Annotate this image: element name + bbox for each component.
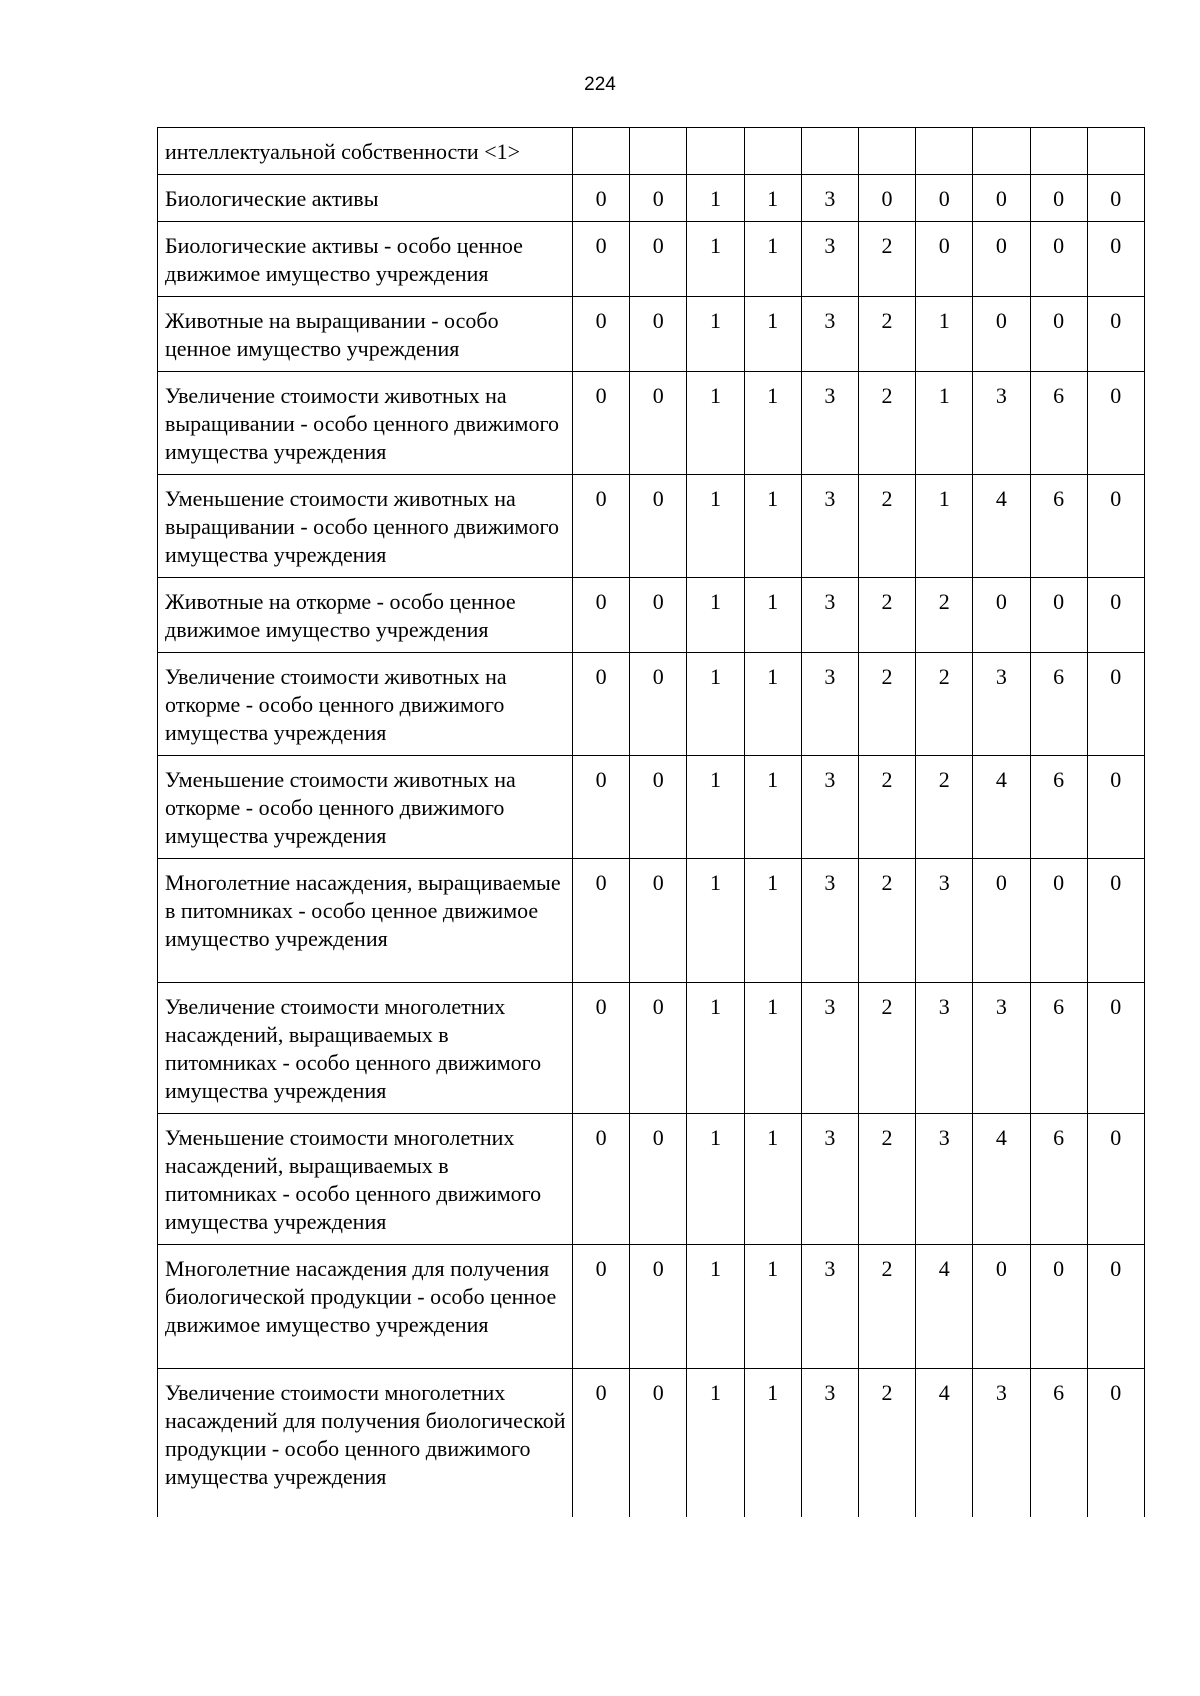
table-row: [158, 1369, 1145, 1517]
table-row: [158, 983, 1145, 1114]
code-digit-cell: 6: [1030, 1369, 1087, 1517]
account-name-cell: Животные на откорме - особо ценное движимое имущество учреждения: [158, 578, 573, 653]
code-digit-cell: 3: [801, 297, 858, 372]
code-digit-cell: 3: [973, 372, 1030, 475]
code-digit-cell: [744, 128, 801, 175]
code-digit-cell: 1: [687, 175, 744, 222]
page-number: 224: [584, 74, 616, 95]
code-digit-cell: 0: [630, 475, 687, 578]
code-digit-cell: 0: [1087, 983, 1144, 1114]
code-digit-cell: 3: [801, 222, 858, 297]
code-digit-cell: 0: [1087, 372, 1144, 475]
table-row: [158, 128, 1145, 175]
code-digit-cell: 6: [1030, 1114, 1087, 1245]
account-codes-table: [157, 127, 1145, 1517]
code-digit-cell: [687, 128, 744, 175]
code-digit-cell: 1: [687, 297, 744, 372]
code-digit-cell: 0: [1030, 1245, 1087, 1369]
code-digit-cell: 0: [1087, 756, 1144, 859]
code-digit-cell: 2: [858, 297, 915, 372]
code-digit-cell: 0: [630, 859, 687, 983]
code-digit-cell: 1: [916, 372, 973, 475]
code-digit-cell: 1: [687, 1114, 744, 1245]
code-digit-cell: 0: [573, 1369, 630, 1517]
code-digit-cell: 0: [1087, 1114, 1144, 1245]
table-row: [158, 756, 1145, 859]
code-digit-cell: 2: [858, 653, 915, 756]
code-digit-cell: 0: [973, 175, 1030, 222]
code-digit-cell: 6: [1030, 372, 1087, 475]
code-digit-cell: 1: [744, 578, 801, 653]
code-digit-cell: 0: [573, 297, 630, 372]
code-digit-cell: 0: [1087, 297, 1144, 372]
code-digit-cell: 2: [916, 653, 973, 756]
table-row: [158, 578, 1145, 653]
code-digit-cell: 0: [630, 1245, 687, 1369]
code-digit-cell: 2: [858, 859, 915, 983]
code-digit-cell: 4: [973, 1114, 1030, 1245]
code-digit-cell: 4: [916, 1245, 973, 1369]
code-digit-cell: 0: [1030, 578, 1087, 653]
code-digit-cell: 2: [858, 756, 915, 859]
code-digit-cell: 3: [801, 1114, 858, 1245]
code-digit-cell: 0: [630, 983, 687, 1114]
code-digit-cell: 3: [801, 372, 858, 475]
table-row: [158, 372, 1145, 475]
code-digit-cell: 0: [973, 222, 1030, 297]
code-digit-cell: 2: [858, 1114, 915, 1245]
code-digit-cell: 4: [973, 475, 1030, 578]
code-digit-cell: 6: [1030, 756, 1087, 859]
account-name-cell: Многолетние насаждения, выращиваемые в питомниках - особо ценное движимое имущество учреждения: [158, 859, 573, 983]
code-digit-cell: 2: [858, 578, 915, 653]
code-digit-cell: 3: [973, 1369, 1030, 1517]
account-name-cell: Уменьшение стоимости многолетних насаждений, выращиваемых в питомниках - особо ценного движимого имущества учреждения: [158, 1114, 573, 1245]
account-name-cell: Биологические активы: [158, 175, 573, 222]
code-digit-cell: 0: [1030, 859, 1087, 983]
code-digit-cell: 0: [1087, 653, 1144, 756]
code-digit-cell: 0: [916, 175, 973, 222]
code-digit-cell: 3: [916, 1114, 973, 1245]
account-name-cell: Многолетние насаждения для получения биологической продукции - особо ценное движимое имущество учреждения: [158, 1245, 573, 1369]
code-digit-cell: 2: [916, 578, 973, 653]
code-digit-cell: 0: [1087, 175, 1144, 222]
code-digit-cell: 1: [744, 1369, 801, 1517]
code-digit-cell: 1: [687, 475, 744, 578]
account-name-cell: Животные на выращивании - особо ценное имущество учреждения: [158, 297, 573, 372]
code-digit-cell: 2: [858, 222, 915, 297]
code-digit-cell: 1: [916, 475, 973, 578]
code-digit-cell: 1: [744, 175, 801, 222]
code-digit-cell: 0: [630, 578, 687, 653]
code-digit-cell: 0: [858, 175, 915, 222]
code-digit-cell: 0: [1087, 222, 1144, 297]
code-digit-cell: 2: [858, 475, 915, 578]
code-digit-cell: 0: [573, 475, 630, 578]
account-name-cell: Уменьшение стоимости животных на откорме - особо ценного движимого имущества учреждения: [158, 756, 573, 859]
code-digit-cell: [1030, 128, 1087, 175]
code-digit-cell: 6: [1030, 475, 1087, 578]
code-digit-cell: 1: [744, 475, 801, 578]
code-digit-cell: 6: [1030, 653, 1087, 756]
code-digit-cell: [1087, 128, 1144, 175]
code-digit-cell: 3: [801, 653, 858, 756]
code-digit-cell: [916, 128, 973, 175]
table-row: [158, 222, 1145, 297]
code-digit-cell: 0: [916, 222, 973, 297]
code-digit-cell: 1: [744, 222, 801, 297]
code-digit-cell: 6: [1030, 983, 1087, 1114]
code-digit-cell: 0: [573, 1114, 630, 1245]
code-digit-cell: [573, 128, 630, 175]
code-digit-cell: 0: [1030, 175, 1087, 222]
code-digit-cell: 1: [687, 222, 744, 297]
code-digit-cell: 0: [1087, 1369, 1144, 1517]
table-body: [158, 128, 1145, 1517]
account-name-cell: Увеличение стоимости многолетних насаждений, выращиваемых в питомниках - особо ценного движимого имущества учреждения: [158, 983, 573, 1114]
table-row: [158, 1114, 1145, 1245]
code-digit-cell: 0: [573, 653, 630, 756]
code-digit-cell: 2: [916, 756, 973, 859]
code-digit-cell: 3: [801, 1245, 858, 1369]
code-digit-cell: 1: [687, 372, 744, 475]
code-digit-cell: 2: [858, 983, 915, 1114]
code-digit-cell: 0: [973, 578, 1030, 653]
code-digit-cell: 0: [573, 756, 630, 859]
code-digit-cell: 0: [573, 983, 630, 1114]
code-digit-cell: [630, 128, 687, 175]
code-digit-cell: 1: [744, 653, 801, 756]
account-name-cell: Биологические активы - особо ценное движимое имущество учреждения: [158, 222, 573, 297]
code-digit-cell: 3: [801, 175, 858, 222]
code-digit-cell: 2: [858, 372, 915, 475]
code-digit-cell: 3: [916, 983, 973, 1114]
code-digit-cell: 3: [801, 983, 858, 1114]
table-row: [158, 653, 1145, 756]
code-digit-cell: 0: [973, 859, 1030, 983]
code-digit-cell: [801, 128, 858, 175]
code-digit-cell: 0: [1087, 475, 1144, 578]
code-digit-cell: 1: [916, 297, 973, 372]
account-name-cell: интеллектуальной собственности <1>: [158, 128, 573, 175]
code-digit-cell: 1: [687, 578, 744, 653]
code-digit-cell: 0: [630, 1369, 687, 1517]
code-digit-cell: 0: [1087, 1245, 1144, 1369]
code-digit-cell: 0: [573, 859, 630, 983]
code-digit-cell: 3: [973, 983, 1030, 1114]
code-digit-cell: 1: [687, 983, 744, 1114]
table-row: [158, 475, 1145, 578]
code-digit-cell: 4: [973, 756, 1030, 859]
code-digit-cell: 0: [1030, 297, 1087, 372]
code-digit-cell: 2: [858, 1369, 915, 1517]
code-digit-cell: 3: [801, 756, 858, 859]
code-digit-cell: 0: [630, 222, 687, 297]
code-digit-cell: 0: [573, 578, 630, 653]
code-digit-cell: 3: [916, 859, 973, 983]
code-digit-cell: 1: [744, 372, 801, 475]
code-digit-cell: 0: [573, 222, 630, 297]
code-digit-cell: 1: [687, 1369, 744, 1517]
code-digit-cell: 0: [630, 756, 687, 859]
code-digit-cell: 0: [573, 1245, 630, 1369]
code-digit-cell: 1: [744, 756, 801, 859]
code-digit-cell: 3: [801, 859, 858, 983]
code-digit-cell: 3: [801, 475, 858, 578]
table-row: [158, 175, 1145, 222]
code-digit-cell: 0: [630, 1114, 687, 1245]
account-name-cell: Уменьшение стоимости животных на выращивании - особо ценного движимого имущества учреждения: [158, 475, 573, 578]
code-digit-cell: 1: [744, 859, 801, 983]
account-name-cell: Увеличение стоимости животных на откорме - особо ценного движимого имущества учреждения: [158, 653, 573, 756]
code-digit-cell: 0: [630, 175, 687, 222]
code-digit-cell: 1: [744, 1114, 801, 1245]
code-digit-cell: 0: [573, 372, 630, 475]
code-digit-cell: 0: [1087, 859, 1144, 983]
code-digit-cell: 0: [573, 175, 630, 222]
code-digit-cell: 1: [744, 297, 801, 372]
code-digit-cell: 3: [973, 653, 1030, 756]
code-digit-cell: 1: [744, 983, 801, 1114]
code-digit-cell: [858, 128, 915, 175]
table-row: [158, 859, 1145, 983]
account-name-cell: Увеличение стоимости многолетних насаждений для получения биологической продукции - особо ценного движимого имущества учреждения: [158, 1369, 573, 1517]
code-digit-cell: 3: [801, 1369, 858, 1517]
code-digit-cell: 1: [744, 1245, 801, 1369]
code-digit-cell: 0: [630, 297, 687, 372]
code-digit-cell: 4: [916, 1369, 973, 1517]
code-digit-cell: 0: [630, 372, 687, 475]
code-digit-cell: 1: [687, 653, 744, 756]
account-name-cell: Увеличение стоимости животных на выращивании - особо ценного движимого имущества учреждения: [158, 372, 573, 475]
code-digit-cell: 0: [973, 1245, 1030, 1369]
code-digit-cell: 3: [801, 578, 858, 653]
table-row: [158, 1245, 1145, 1369]
code-digit-cell: 1: [687, 1245, 744, 1369]
code-digit-cell: [973, 128, 1030, 175]
code-digit-cell: 1: [687, 756, 744, 859]
code-digit-cell: 2: [858, 1245, 915, 1369]
code-digit-cell: 1: [687, 859, 744, 983]
code-digit-cell: 0: [973, 297, 1030, 372]
code-digit-cell: 0: [1030, 222, 1087, 297]
code-digit-cell: 0: [630, 653, 687, 756]
code-digit-cell: 0: [1087, 578, 1144, 653]
table-row: [158, 297, 1145, 372]
